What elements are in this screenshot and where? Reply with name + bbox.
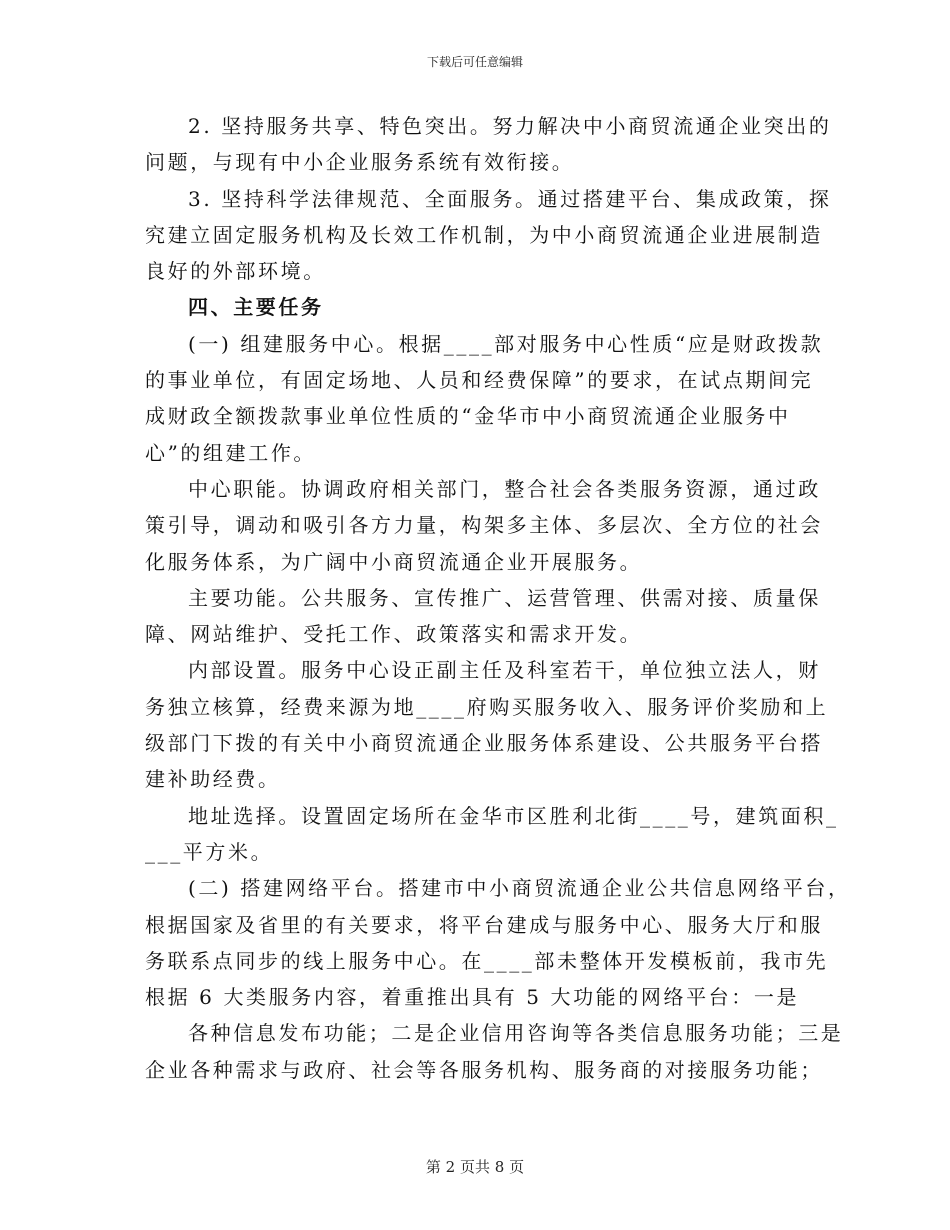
page-header-note: 下载后可任意编辑 xyxy=(426,55,523,69)
text-line: 成财政全额拨款事业单位性质的“金华市中小商贸流通企业服务中 xyxy=(145,404,791,429)
text-line: 务联系点同步的线上服务中心。在____部未整体开发模板前，我市先 xyxy=(145,948,829,973)
section-heading: 四、主要任务 xyxy=(188,295,324,320)
text-line: 内部设置。服务中心设正副主任及科室若干，单位独立法人，财 xyxy=(188,658,821,683)
text-line: 2. 坚持服务共享、特色突出。努力解决中小商贸流通企业突出的 xyxy=(188,114,832,138)
text-line: 务独立核算，经费来源为地____府购买服务收入、服务评价奖励和上 xyxy=(145,694,829,719)
text-line: 根据 6 大类服务内容，着重推出具有 5 大功能的网络平台：一是 xyxy=(145,985,800,1010)
text-line: 中心职能。协调政府相关部门，整合社会各类服务资源，通过政 xyxy=(188,476,821,501)
text-line: 地址选择。设置固定场所在金华市区胜利北街____号，建筑面积_ xyxy=(188,803,839,828)
text-line: 的事业单位，有固定场地、人员和经费保障”的要求，在试点期间完 xyxy=(145,368,814,393)
text-line: ___平方米。 xyxy=(145,839,274,864)
text-line: 根据国家及省里的有关要求，将平台建成与服务中心、服务大厅和服 xyxy=(145,912,823,937)
text-line: 究建立固定服务机构及长效工作机制，为中小商贸流通企业进展制造 xyxy=(145,222,823,247)
document-body xyxy=(145,108,851,1088)
text-line: 各种信息发布功能；二是企业信用咨询等各类信息服务功能；三是 xyxy=(188,1021,844,1046)
text-line: 策引导，调动和吸引各方力量，构架多主体、多层次、全方位的社会 xyxy=(145,513,823,538)
text-line: 主要功能。公共服务、宣传推广、运营管理、供需对接、质量保 xyxy=(188,585,821,610)
text-line: 化服务体系，为广阔中小商贸流通企业开展服务。 xyxy=(145,549,643,574)
text-line: 企业各种需求与政府、社会等各服务机构、服务商的对接服务功能； xyxy=(145,1057,823,1082)
page-footer: 第 2 页共 8 页 xyxy=(425,1158,525,1176)
text-line: 建补助经费。 xyxy=(145,767,281,792)
text-line: 良好的外部环境。 xyxy=(145,259,326,284)
text-line: 3. 坚持科学法律规范、全面服务。通过搭建平台、集成政策，探 xyxy=(188,186,832,211)
text-line: 级部门下拨的有关中小商贸流通企业服务体系建设、公共服务平台搭 xyxy=(145,731,823,756)
text-line: 心”的组建工作。 xyxy=(145,440,317,465)
text-line: 问题，与现有中小企业服务系统有效衔接。 xyxy=(145,150,575,175)
text-line: (一) 组建服务中心。根据____部对服务中心性质“应是财政拨款 xyxy=(188,331,824,356)
text-line: (二) 搭建网络平台。搭建市中小商贸流通企业公共信息网络平台， xyxy=(188,876,851,901)
text-line: 障、网站维护、受托工作、政策落实和需求开发。 xyxy=(145,622,643,647)
